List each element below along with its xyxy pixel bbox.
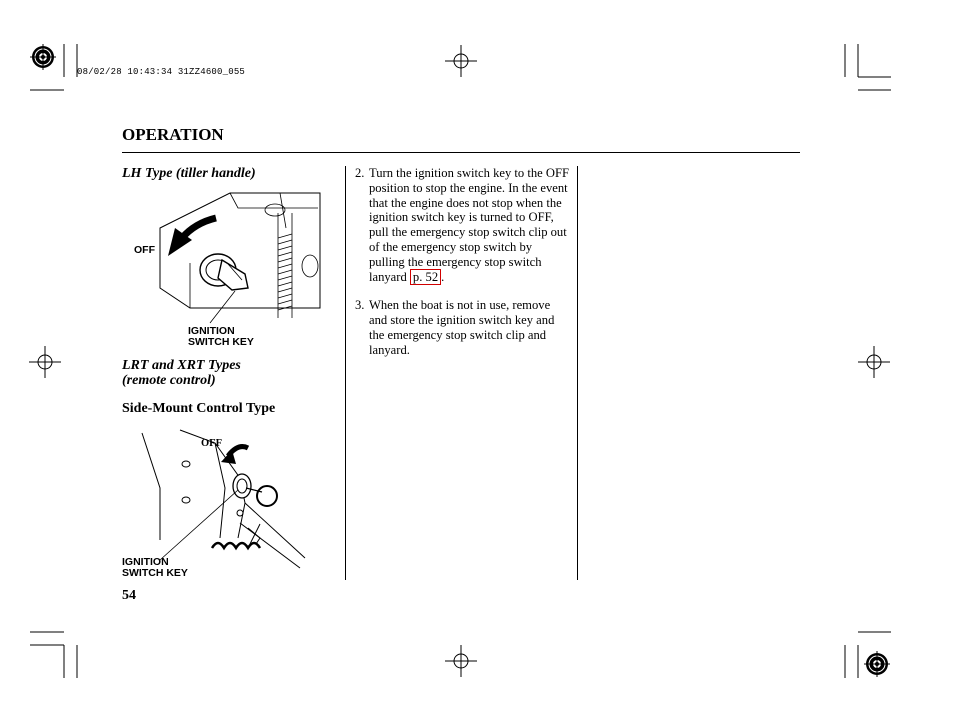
column-divider bbox=[577, 166, 578, 580]
lrt-xrt-heading-line1: LRT and XRT Types bbox=[122, 358, 241, 373]
column-divider bbox=[345, 166, 346, 580]
step-text-end: . bbox=[441, 269, 445, 284]
step-text: Turn the ignition switch key to the OFF position to stop the engine. In the event that the engine does not stop when the ignition switch key is turned to OFF, pull the emergency stop switch clip out of the emergency stop switch by pulling the emergency stop switch lanyard bbox=[369, 166, 569, 284]
lh-type-heading: LH Type (tiller handle) bbox=[122, 166, 256, 181]
registration-starburst-icon bbox=[30, 44, 56, 70]
step-text: When the boat is not in use, remove and store the ignition switch key and the emergency stop switch clip and lanyard. bbox=[369, 298, 555, 357]
registration-crosshair-icon bbox=[858, 346, 890, 378]
lrt-xrt-heading-line2: (remote control) bbox=[122, 373, 216, 388]
registration-crosshair-icon bbox=[445, 645, 477, 677]
step-number: 3. bbox=[355, 298, 365, 313]
side-key-label-line2: SWITCH KEY bbox=[122, 567, 188, 579]
lh-key-label-line2: SWITCH KEY bbox=[188, 336, 254, 348]
step-2 bbox=[355, 166, 570, 284]
page-number: 54 bbox=[122, 588, 136, 603]
registration-crosshair-icon bbox=[29, 346, 61, 378]
instruction-steps bbox=[355, 166, 570, 372]
lh-key-label-line1: IGNITION bbox=[188, 325, 235, 337]
registration-starburst-icon bbox=[864, 651, 890, 677]
step-number: 2. bbox=[355, 166, 365, 180]
side-off-label: OFF bbox=[201, 438, 222, 449]
side-key-label-line1: IGNITION bbox=[122, 556, 169, 568]
registration-crosshair-icon bbox=[445, 45, 477, 77]
lh-ignition-switch-illustration bbox=[120, 188, 320, 348]
page-reference-link[interactable]: p. 52 bbox=[410, 269, 441, 285]
side-mount-heading: Side-Mount Control Type bbox=[122, 401, 276, 416]
section-title: OPERATION bbox=[122, 125, 224, 144]
print-stamp: 08/02/28 10:43:34 31ZZ4600_055 bbox=[77, 67, 246, 77]
step-3 bbox=[355, 298, 570, 357]
header-rule bbox=[122, 152, 800, 153]
lh-off-label: OFF bbox=[134, 244, 155, 256]
